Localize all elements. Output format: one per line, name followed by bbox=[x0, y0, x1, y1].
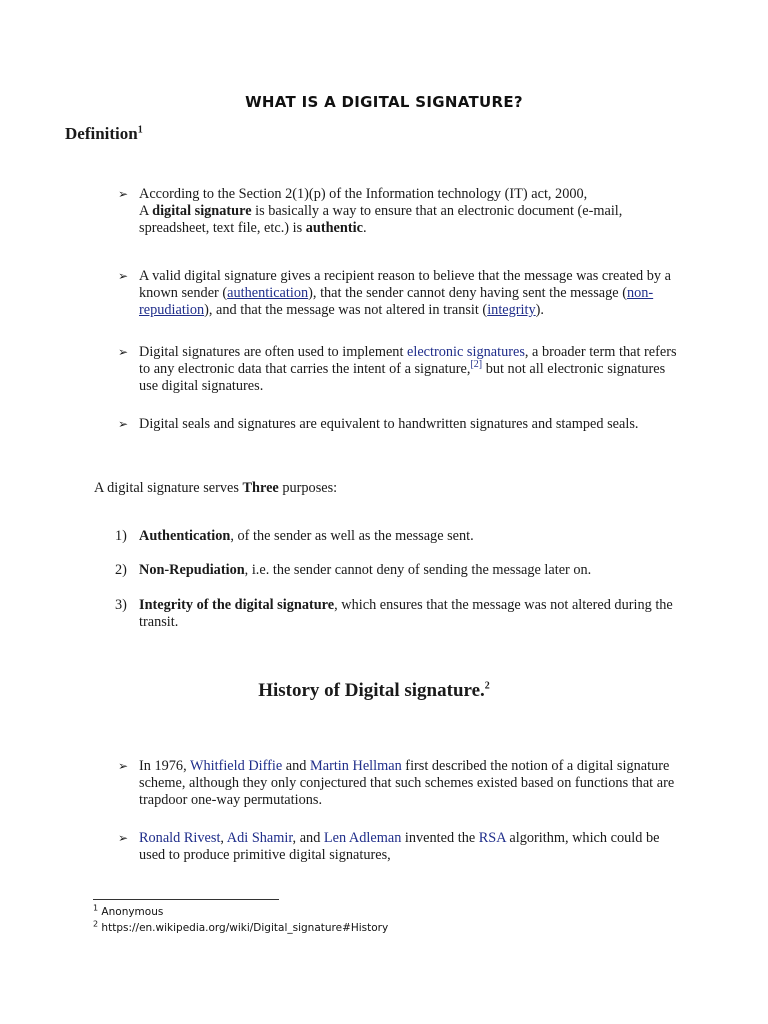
bold-term: authentic bbox=[305, 220, 363, 236]
footnote-2: $^2$ https://en.wikipedia.org/wiki/Digital_signature#History bbox=[93, 919, 389, 934]
link-electronic-signatures[interactable]: electronic signatures bbox=[407, 344, 525, 360]
footnote-1: $^1$ Anonymous bbox=[93, 903, 164, 918]
arrow-bullet-icon: ➢ bbox=[118, 345, 129, 359]
link-whitfield-diffie[interactable]: Whitfield Diffie bbox=[189, 758, 283, 774]
page-title: WHAT IS A DIGITAL SIGNATURE? bbox=[245, 93, 523, 111]
definition-label: Definition bbox=[65, 124, 138, 143]
arrow-bullet-icon: ➢ bbox=[118, 187, 129, 201]
link-martin-hellman[interactable]: Martin Hellman bbox=[310, 758, 402, 774]
bullet-text: According to the Section 2(1)(p) of the Information technology (IT) act, 2000, bbox=[139, 186, 588, 202]
footnote-divider bbox=[93, 899, 279, 900]
history-bullet-2: ➢ Ronald Rivest, Adi Shamir, and Len Adleman invented the RSA algorithm, which could be used to produce primitive digital signatures, bbox=[118, 830, 660, 863]
bold-term: digital signature bbox=[152, 203, 252, 219]
definition-bullet-2: ➢ A valid digital signature gives a recipient reason to believe that the message was created by a known sender (authentication), that the sender cannot deny having sent the message (non-repudiation), and that the message was not altered in transit (integrity). bbox=[118, 268, 671, 318]
footnote-ref-2[interactable]: 2 bbox=[484, 680, 490, 692]
footnote-url[interactable]: https://en.wikipedia.org/wiki/Digital_signature#History bbox=[98, 922, 389, 934]
link-integrity[interactable]: integrity bbox=[487, 302, 536, 318]
link-non-repudiation[interactable]: non-repudiation bbox=[139, 285, 654, 318]
footnote-ref-1[interactable]: 1 bbox=[137, 124, 143, 136]
link-ronald-rivest[interactable]: Ronald Rivest bbox=[139, 830, 221, 846]
citation-ref-2[interactable]: [2] bbox=[470, 359, 483, 371]
definition-bullet-4: ➢ Digital seals and signatures are equivalent to handwritten signatures and stamped seals. bbox=[118, 416, 639, 432]
link-rsa[interactable]: RSA bbox=[478, 830, 506, 846]
purpose-item-1: 1) Authentication, of the sender as well as the message sent. bbox=[115, 528, 474, 544]
arrow-bullet-icon: ➢ bbox=[118, 759, 129, 773]
arrow-bullet-icon: ➢ bbox=[118, 417, 129, 431]
purposes-intro: A digital signature serves Three purposes: bbox=[94, 480, 338, 496]
link-authentication[interactable]: authentication bbox=[227, 285, 309, 301]
definition-bullet-1: ➢ According to the Section 2(1)(p) of the Information technology (IT) act, 2000, A digital signature is basically a way to ensure that an electronic document (e-mail, spreadsheet, text file, etc.) is authentic. bbox=[118, 186, 623, 236]
definition-bullet-3: ➢ Digital signatures are often used to implement electronic signatures, a broader term that refers to any electronic data that carries the intent of a signature,[2] but not all electronic signatures use digital signatures. bbox=[118, 344, 677, 394]
arrow-bullet-icon: ➢ bbox=[118, 831, 129, 845]
link-len-adleman[interactable]: Len Adleman bbox=[323, 830, 402, 846]
arrow-bullet-icon: ➢ bbox=[118, 269, 129, 283]
history-heading: History of Digital signature.$^2$ bbox=[258, 680, 490, 701]
definition-heading bbox=[65, 124, 143, 144]
link-adi-shamir[interactable]: Adi Shamir bbox=[226, 830, 293, 846]
purpose-item-3: 3) Integrity of the digital signature, which ensures that the message was not altered during the transit. bbox=[115, 597, 673, 630]
purpose-item-2: 2) Non-Repudiation, i.e. the sender cannot deny of sending the message later on. bbox=[115, 562, 592, 578]
history-bullet-1: ➢ In 1976, Whitfield Diffie and Martin Hellman first described the notion of a digital signature scheme, although they only conjectured that such schemes existed based on functions that are trapdoor one-way permutations. bbox=[118, 758, 675, 808]
